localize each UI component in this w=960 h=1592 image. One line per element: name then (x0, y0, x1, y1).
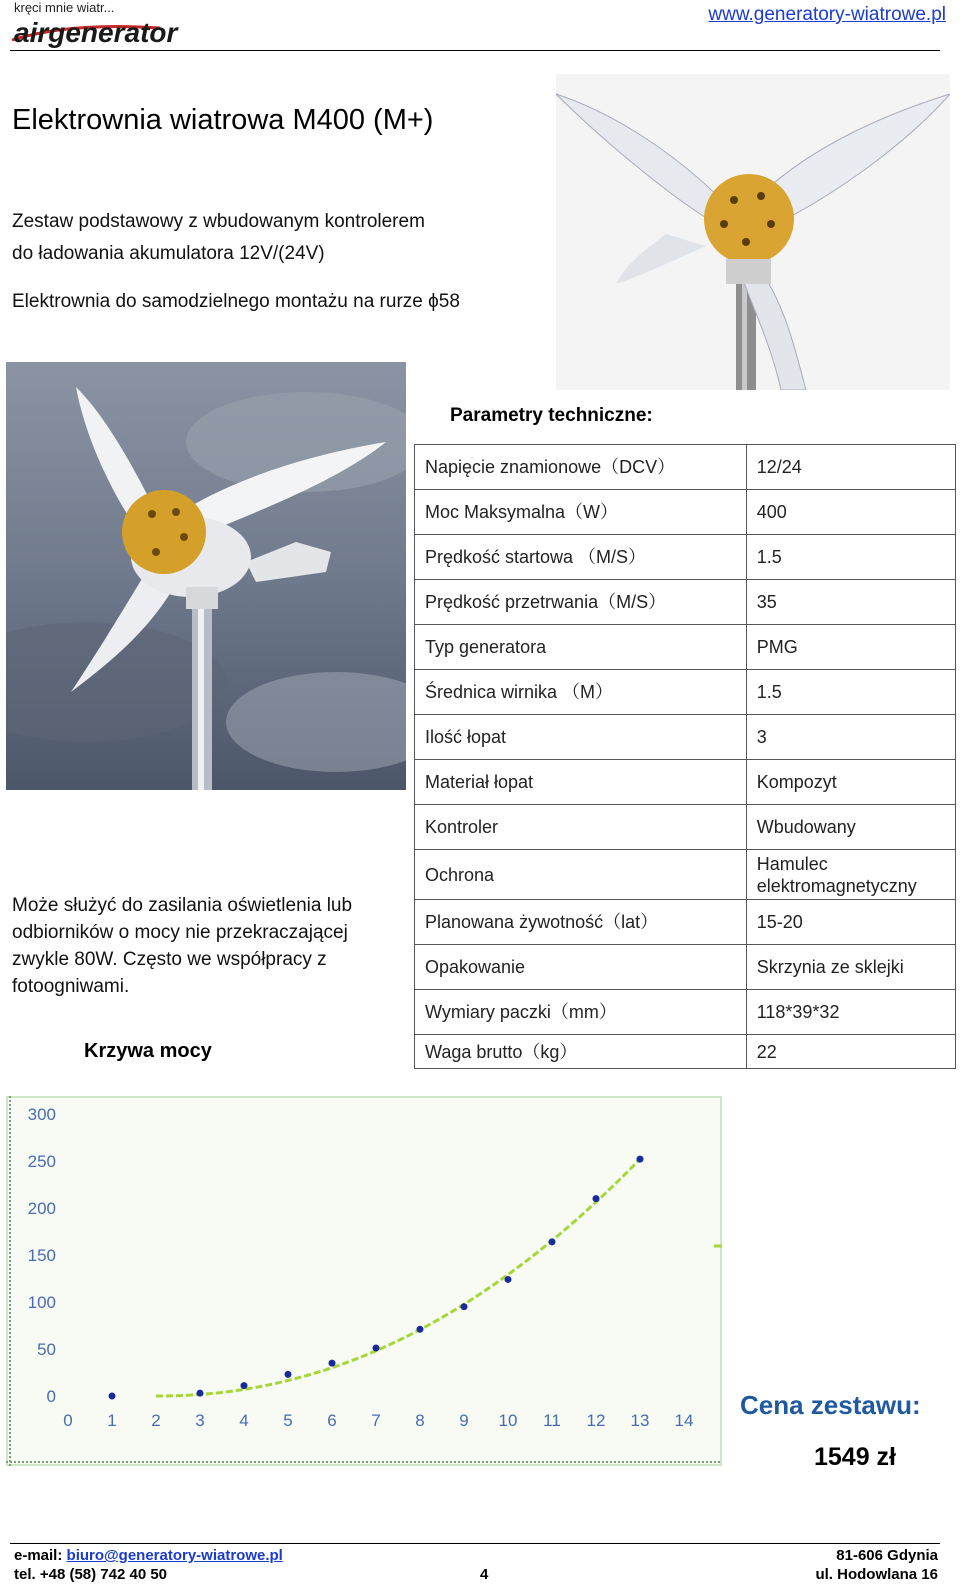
table-row (415, 715, 956, 760)
param-value: 118*39*32 (746, 990, 955, 1035)
x-tick-label: 12 (586, 1411, 606, 1430)
x-tick-label: 10 (498, 1411, 518, 1430)
subtitle-line-2: do ładowania akumulatora 12V/(24V) (12, 243, 325, 264)
param-key: Opakowanie (415, 945, 747, 990)
param-key: Moc Maksymalna（W） (415, 490, 747, 535)
param-key: Wymiary paczki（mm） (415, 990, 747, 1035)
param-value: 35 (746, 580, 955, 625)
subtitle-line-1: Zestaw podstawowy z wbudowanym kontrolerem (12, 211, 425, 232)
table-row (415, 625, 956, 670)
x-tick-label: 1 (107, 1411, 117, 1430)
table-row (415, 760, 956, 805)
x-tick-label: 13 (630, 1411, 650, 1430)
footer-phone: tel. +48 (58) 742 40 50 (14, 1566, 168, 1583)
y-tick-label: 100 (27, 1293, 56, 1312)
data-point (593, 1195, 600, 1202)
turbine-photo-top (556, 74, 950, 390)
x-tick-label: 3 (195, 1411, 205, 1430)
data-point (549, 1238, 556, 1245)
param-value: 15-20 (746, 900, 955, 945)
x-tick-label: 11 (543, 1411, 561, 1430)
data-point (505, 1276, 512, 1283)
table-row (415, 490, 956, 535)
data-point (285, 1371, 292, 1378)
x-tick-label: 2 (151, 1411, 161, 1430)
mounting-note: Elektrownia do samodzielnego montażu na rurze ϕ58 (12, 291, 460, 312)
param-key: Materiał łopat (415, 760, 747, 805)
param-key: Typ generatora (415, 625, 747, 670)
x-tick-label: 7 (371, 1411, 381, 1430)
y-tick-label: 50 (37, 1340, 56, 1359)
param-value: 400 (746, 490, 955, 535)
param-value: 22 (746, 1035, 955, 1069)
param-value: 1.5 (746, 670, 955, 715)
x-tick-label: 5 (283, 1411, 293, 1430)
x-tick-label: 4 (239, 1411, 249, 1430)
subtitle (12, 206, 552, 270)
data-point (109, 1393, 116, 1400)
footer-email (14, 1547, 283, 1564)
table-row (415, 580, 956, 625)
table-row (415, 1035, 956, 1069)
email-link[interactable]: biuro@generatory-wiatrowe.pl (66, 1547, 283, 1564)
table-row (415, 850, 956, 900)
data-point (417, 1326, 424, 1333)
data-point (373, 1345, 380, 1352)
header-divider (10, 50, 940, 51)
x-tick-label: 0 (63, 1411, 73, 1430)
data-point (637, 1156, 644, 1163)
params-table (414, 444, 956, 1069)
param-value: 1.5 (746, 535, 955, 580)
param-key: Napięcie znamionowe（DCV） (415, 445, 747, 490)
price-label: Cena zestawu: (740, 1390, 921, 1420)
param-key: Prędkość startowa （M/S） (415, 535, 747, 580)
param-value: Kompozyt (746, 760, 955, 805)
page-number: 4 (480, 1566, 489, 1583)
param-key: Prędkość przetrwania（M/S） (415, 580, 747, 625)
table-row (415, 535, 956, 580)
website-link[interactable]: www.generatory-wiatrowe.pl (708, 4, 946, 25)
power-curve-chart (6, 1096, 722, 1466)
param-value: 12/24 (746, 445, 955, 490)
y-tick-label: 250 (27, 1152, 56, 1171)
param-key: Planowana żywotność（lat） (415, 900, 747, 945)
footer-street: ul. Hodowlana 16 (815, 1566, 938, 1583)
x-tick-label: 9 (459, 1411, 469, 1430)
table-row (415, 445, 956, 490)
footer-divider (10, 1543, 940, 1544)
turbine-photo-sky (6, 362, 406, 790)
tagline: kręci mnie wiatr... (14, 0, 115, 15)
price-value: 1549 zł (814, 1443, 897, 1471)
x-tick-label: 6 (327, 1411, 337, 1430)
logo-text: airgenerator (14, 17, 178, 48)
params-title: Parametry techniczne: (450, 405, 653, 426)
param-value: Hamulec elektromagnetyczny (746, 850, 955, 900)
x-tick-label: 14 (674, 1411, 694, 1430)
data-point (241, 1382, 248, 1389)
param-key: Ilość łopat (415, 715, 747, 760)
table-row (415, 990, 956, 1035)
y-tick-label: 200 (27, 1199, 56, 1218)
data-point (329, 1360, 336, 1367)
y-tick-label: 150 (27, 1246, 56, 1265)
param-key: Ochrona (415, 850, 747, 900)
param-key: Kontroler (415, 805, 747, 850)
page-title: Elektrownia wiatrowa M400 (M+) (12, 104, 434, 136)
footer-city: 81-606 Gdynia (836, 1547, 938, 1564)
power-curve-title: Krzywa mocy (84, 1040, 212, 1062)
param-value: 3 (746, 715, 955, 760)
usage-description: Może służyć do zasilania oświetlenia lub odbiorników o mocy nie przekraczającej zwykle 80W. Często we współpracy z fotoogniwami. (12, 895, 353, 997)
chart-plot-area (8, 1098, 720, 1464)
param-value: Wbudowany (746, 805, 955, 850)
data-point (461, 1303, 468, 1310)
table-row (415, 670, 956, 715)
data-point (197, 1390, 204, 1397)
table-row (415, 945, 956, 990)
email-label: e-mail: (14, 1547, 63, 1564)
table-row (415, 900, 956, 945)
param-key: Waga brutto（kg） (415, 1035, 747, 1069)
x-tick-label: 8 (415, 1411, 425, 1430)
param-key: Średnica wirnika （M） (415, 670, 747, 715)
y-tick-label: 300 (27, 1105, 56, 1124)
table-row (415, 805, 956, 850)
y-tick-label: 0 (46, 1387, 56, 1406)
param-value: Skrzynia ze sklejki (746, 945, 955, 990)
param-value: PMG (746, 625, 955, 670)
airgenerator-logo (10, 14, 300, 48)
